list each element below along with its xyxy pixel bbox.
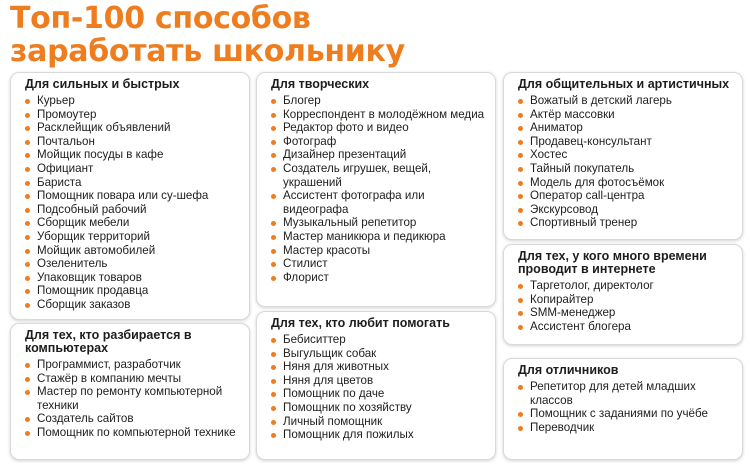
list-item-text: Ассистент фотографа или видеографа	[283, 189, 425, 216]
card-honor-students	[503, 358, 743, 460]
bullet-icon	[25, 289, 30, 294]
list-item	[271, 121, 485, 135]
bullet-icon	[25, 113, 30, 118]
list-item	[518, 121, 732, 135]
list-item-text: Флорист	[283, 270, 329, 284]
list-item	[271, 360, 485, 374]
bullet-icon	[271, 221, 276, 226]
list-item	[518, 279, 732, 293]
list-item-text: Сборщик мебели	[37, 216, 130, 230]
bullet-icon	[25, 431, 30, 436]
list-item-text: Редактор фото и видео	[283, 121, 409, 135]
list-item-text: Помощник с заданиями по учёбе	[530, 407, 708, 421]
card-heading: Для творческих	[271, 77, 370, 91]
card-heading: Для сильных и быстрых	[25, 77, 180, 91]
bullet-icon	[25, 153, 30, 158]
list-item-text: Модель для фотосъёмок	[530, 175, 665, 189]
card-strong-and-fast	[10, 72, 250, 320]
list-item-text: Расклейщик объявлений	[37, 121, 171, 135]
job-list	[271, 333, 485, 442]
list-item-text: Помощник по компьютерной технике	[37, 425, 236, 439]
bullet-icon	[518, 140, 523, 145]
bullet-icon	[25, 221, 30, 226]
list-item-text: Почтальон	[37, 134, 95, 148]
list-item-text: SMM-менеджер	[530, 306, 616, 320]
list-item-text: Бебиситтер	[283, 333, 346, 346]
list-item-text: Подсобный рабочий	[37, 202, 147, 216]
list-item-text: Тайный покупатель	[530, 161, 635, 175]
list-item	[271, 428, 485, 442]
card-heading: Для отличников	[518, 363, 619, 377]
list-item-text: Программист, разработчик	[37, 358, 181, 371]
job-list	[518, 279, 732, 333]
list-item-text: Сборщик заказов	[37, 297, 131, 311]
list-item-text: Мастер маникюра и педикюра	[283, 229, 446, 243]
bullet-icon	[271, 379, 276, 384]
list-item-text: Создатель сайтов	[37, 412, 134, 426]
list-item-text: Создатель игрушек, вещей, украшений	[283, 161, 432, 189]
list-item-text: Продавец-консультант	[530, 134, 652, 148]
bullet-icon	[518, 325, 523, 330]
list-item	[25, 426, 239, 440]
list-item-text: Промоутер	[37, 107, 97, 121]
card-heading: Для общительных и артистичных	[518, 77, 730, 91]
list-item-text: Помощник продавца	[37, 284, 149, 298]
list-item	[25, 148, 239, 162]
list-item	[25, 121, 239, 135]
bullet-icon	[271, 352, 276, 357]
list-item-text: Корреспондент в молодёжном медиа	[283, 107, 485, 121]
list-item-text: Репетитор для детей младших классов	[530, 380, 696, 407]
list-item-text: Спортивный тренер	[530, 216, 638, 230]
list-item-text: Хостес	[530, 148, 568, 162]
bullet-icon	[271, 99, 276, 104]
list-item	[25, 385, 239, 412]
list-item	[25, 162, 239, 176]
list-item-text: Мастер красоты	[283, 243, 371, 257]
list-item-text: Вожатый в детский лагерь	[530, 94, 672, 107]
bullet-icon	[518, 221, 523, 226]
list-item-text: Переводчик	[530, 420, 595, 434]
bullet-icon	[25, 276, 30, 281]
bullet-icon	[271, 365, 276, 370]
bullet-icon	[25, 181, 30, 186]
list-item	[25, 176, 239, 190]
list-item	[518, 293, 732, 307]
list-item	[271, 415, 485, 429]
bullet-icon	[25, 262, 30, 267]
card-heading: Для тех, кто разбирается в компьютерах	[25, 328, 192, 355]
bullet-icon	[25, 194, 30, 199]
list-item	[271, 230, 485, 244]
list-item-text: Помощник по хозяйству	[283, 400, 412, 414]
list-item	[271, 347, 485, 361]
bullet-icon	[518, 298, 523, 303]
list-item-text: Музыкальный репетитор	[283, 216, 417, 230]
list-item	[518, 320, 732, 334]
bullet-icon	[518, 412, 523, 417]
bullet-icon	[25, 208, 30, 213]
bullet-icon	[271, 126, 276, 131]
list-item-text: Копирайтер	[530, 292, 594, 306]
bullet-icon	[25, 249, 30, 254]
list-item-text: Помощник для пожилых	[283, 428, 414, 442]
list-item	[271, 387, 485, 401]
card-creative	[256, 72, 496, 307]
card-helpers	[256, 311, 496, 460]
bullet-icon	[518, 194, 523, 199]
list-item	[271, 216, 485, 230]
list-item	[518, 135, 732, 149]
list-item-text: Уборщик территорий	[37, 229, 150, 243]
list-item	[25, 108, 239, 122]
bullet-icon	[25, 126, 30, 131]
bullet-icon	[271, 194, 276, 199]
bullet-icon	[518, 385, 523, 390]
bullet-icon	[271, 406, 276, 411]
bullet-icon	[271, 338, 276, 343]
list-item	[25, 412, 239, 426]
bullet-icon	[518, 167, 523, 172]
list-item-text: Официант	[37, 161, 94, 175]
list-item-text: Бариста	[37, 175, 82, 189]
list-item-text: Ассистент блогера	[530, 319, 631, 333]
list-item	[518, 407, 732, 421]
list-item	[518, 216, 732, 230]
list-item-text: Мойщик посуды в кафе	[37, 148, 164, 162]
bullet-icon	[271, 235, 276, 240]
bullet-icon	[518, 126, 523, 131]
list-item-text: Курьер	[37, 94, 75, 107]
list-item-text: Помощник повара или су-шефа	[37, 189, 209, 203]
card-computer-savvy	[10, 323, 250, 460]
bullet-icon	[518, 311, 523, 316]
list-item	[271, 108, 485, 122]
page-title	[10, 2, 405, 68]
list-item-text: Помощник по даче	[283, 387, 385, 401]
bullet-icon	[25, 99, 30, 104]
bullet-icon	[518, 99, 523, 104]
list-item-text: Личный помощник	[283, 414, 383, 428]
card-internet-users	[503, 244, 743, 345]
list-item	[518, 421, 732, 435]
card-sociable-artistic	[503, 72, 743, 240]
list-item-text: Мойщик автомобилей	[37, 243, 156, 257]
list-item	[518, 380, 732, 407]
list-item	[518, 94, 732, 108]
list-item-text: Аниматор	[530, 121, 583, 135]
list-item	[25, 230, 239, 244]
job-list	[25, 358, 239, 440]
bullet-icon	[271, 249, 276, 254]
list-item	[25, 271, 239, 285]
list-item	[25, 257, 239, 271]
list-item-text: Экскурсовод	[530, 202, 599, 216]
list-item-text: Няня для животных	[283, 360, 389, 374]
bullet-icon	[271, 140, 276, 145]
list-item	[271, 374, 485, 388]
list-item	[518, 189, 732, 203]
bullet-icon	[25, 303, 30, 308]
bullet-icon	[25, 363, 30, 368]
bullet-icon	[25, 167, 30, 172]
bullet-icon	[271, 433, 276, 438]
page-title-line-1: Топ-100 способов	[10, 1, 311, 36]
bullet-icon	[25, 140, 30, 145]
list-item	[271, 333, 485, 347]
list-item	[25, 298, 239, 312]
bullet-icon	[518, 113, 523, 118]
job-list	[271, 94, 485, 284]
list-item	[25, 203, 239, 217]
bullet-icon	[271, 167, 276, 172]
bullet-icon	[25, 417, 30, 422]
bullet-icon	[25, 377, 30, 382]
list-item	[25, 284, 239, 298]
list-item	[25, 244, 239, 258]
job-list	[518, 94, 732, 230]
job-list	[25, 94, 239, 312]
bullet-icon	[25, 235, 30, 240]
list-item	[518, 306, 732, 320]
bullet-icon	[518, 208, 523, 213]
bullet-icon	[518, 426, 523, 431]
list-item-text: Стилист	[283, 257, 328, 271]
list-item	[25, 189, 239, 203]
list-item	[271, 271, 485, 285]
list-item-text: Озеленитель	[37, 257, 108, 271]
page-title-line-2: заработать школьнику	[10, 34, 405, 69]
list-item-text: Дизайнер презентаций	[283, 148, 407, 162]
list-item-text: Актёр массовки	[530, 107, 615, 121]
card-heading: Для тех, у кого много времени проводит в интернете	[518, 249, 707, 276]
job-list	[518, 380, 732, 434]
list-item-text: Стажёр в компанию мечты	[37, 371, 182, 385]
list-item	[518, 162, 732, 176]
list-item-text: Мастер по ремонту компьютерной техники	[37, 385, 223, 412]
list-item-text: Оператор call-центра	[530, 189, 645, 203]
list-item	[518, 176, 732, 190]
list-item	[271, 135, 485, 149]
list-item-text: Фотограф	[283, 134, 337, 148]
bullet-icon	[271, 153, 276, 158]
list-item	[25, 372, 239, 386]
list-item	[271, 94, 485, 108]
bullet-icon	[518, 181, 523, 186]
list-item	[25, 358, 239, 372]
list-item	[271, 257, 485, 271]
list-item	[271, 189, 485, 216]
list-item-text: Блогер	[283, 94, 321, 107]
list-item-text: Упаковщик товаров	[37, 270, 142, 284]
bullet-icon	[271, 392, 276, 397]
list-item	[25, 216, 239, 230]
bullet-icon	[271, 113, 276, 118]
bullet-icon	[271, 262, 276, 267]
list-item-text: Таргетолог, директолог	[530, 279, 654, 292]
bullet-icon	[271, 420, 276, 425]
list-item	[271, 401, 485, 415]
list-item-text: Выгульщик собак	[283, 346, 377, 360]
card-heading: Для тех, кто любит помогать	[271, 316, 450, 330]
list-item	[518, 108, 732, 122]
list-item	[271, 244, 485, 258]
bullet-icon	[271, 276, 276, 281]
list-item	[25, 135, 239, 149]
list-item	[271, 148, 485, 162]
list-item	[518, 148, 732, 162]
list-item	[271, 162, 485, 189]
list-item	[25, 94, 239, 108]
bullet-icon	[518, 153, 523, 158]
bullet-icon	[25, 390, 30, 395]
list-item-text: Няня для цветов	[283, 373, 374, 387]
bullet-icon	[518, 284, 523, 289]
list-item	[518, 203, 732, 217]
